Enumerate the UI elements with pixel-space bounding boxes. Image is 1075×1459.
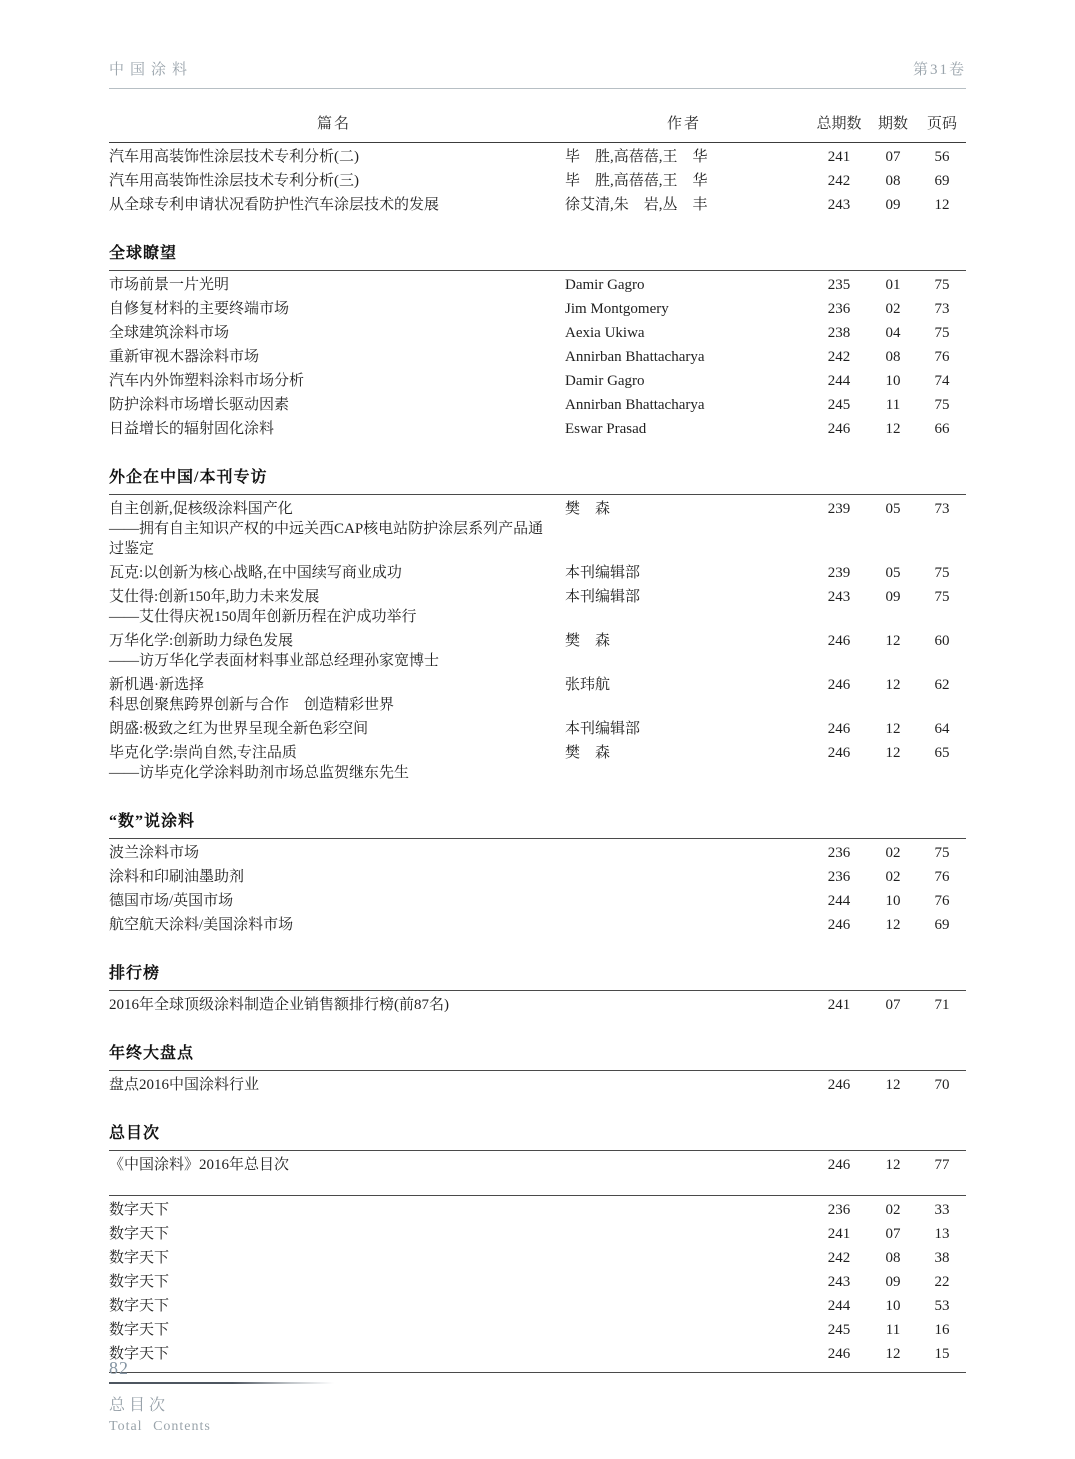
entry-page: 66 — [934, 421, 950, 437]
column-header-title: 篇名 — [316, 116, 351, 132]
entry-page: 76 — [934, 893, 950, 909]
entry-author: 毕 胜,高蓓蓓,王 华 — [565, 173, 708, 189]
entry-issue: 01 — [885, 277, 901, 293]
entry-total-issue: 243 — [827, 1274, 851, 1290]
entry-author: 徐艾清,朱 岩,丛 丰 — [565, 197, 708, 213]
entry-page: 60 — [934, 633, 950, 649]
entry-title — [109, 347, 559, 367]
entry-title-line: 德国市场/英国市场 — [109, 893, 234, 909]
entry-issue: 12 — [885, 1077, 901, 1093]
entry-total-issue: 245 — [827, 1322, 851, 1338]
entry-author: Damir Gagro — [565, 277, 645, 293]
entry-title-line: 从全球专利申请状况看防护性汽车涂层技术的发展 — [109, 197, 440, 213]
entry-page: 12 — [934, 197, 950, 213]
toc-entry-row — [109, 343, 966, 367]
entry-author: Eswar Prasad — [565, 421, 647, 437]
section-heading: 全球瞭望 — [109, 240, 966, 271]
toc-entry-row — [109, 1268, 966, 1292]
entry-title — [109, 995, 559, 1015]
toc-section — [109, 143, 966, 215]
entry-title-line: 艾仕得:创新150年,助力未来发展 — [109, 589, 320, 605]
entry-author: 樊 森 — [565, 501, 611, 517]
entry-page: 73 — [934, 301, 950, 317]
entry-title — [109, 563, 559, 583]
entry-author: 本刊编辑部 — [565, 589, 641, 605]
entry-total-issue: 246 — [827, 1346, 851, 1362]
entry-page: 33 — [934, 1202, 950, 1218]
toc-entry-row — [109, 991, 966, 1015]
entry-page: 76 — [934, 349, 950, 365]
entry-issue: 08 — [885, 349, 901, 365]
entry-title-line: 市场前景一片光明 — [109, 277, 230, 293]
entry-issue: 12 — [885, 1157, 901, 1173]
entry-author: 樊 森 — [565, 745, 611, 761]
entry-title — [109, 395, 559, 415]
entry-issue: 12 — [885, 421, 901, 437]
entry-issue: 11 — [885, 397, 901, 413]
entry-title — [109, 499, 559, 559]
entry-issue: 05 — [885, 501, 901, 517]
entry-title-line: ——访毕克化学涂料助剂市场总监贺继东先生 — [109, 765, 410, 781]
toc-entry-row — [109, 715, 966, 739]
entry-title-line: 自主创新,促核级涂料国产化 — [109, 501, 293, 517]
toc-section — [109, 1120, 966, 1175]
entry-title-line: 航空航天涂料/美国涂料市场 — [109, 917, 294, 933]
entry-title-line: 数字天下 — [109, 1346, 170, 1362]
entry-issue: 08 — [885, 173, 901, 189]
entry-title-line: 数字天下 — [109, 1298, 170, 1314]
section-heading: 年终大盘点 — [109, 1040, 966, 1071]
entry-issue: 10 — [885, 373, 901, 389]
entry-issue: 02 — [885, 845, 901, 861]
entry-page: 76 — [934, 869, 950, 885]
volume-label: 第31卷 — [912, 62, 966, 78]
entry-author: 樊 森 — [565, 633, 611, 649]
entry-title-line: ——访万华化学表面材料事业部总经理孙家宽博士 — [109, 653, 440, 669]
toc-entry-row — [109, 911, 966, 935]
entry-page: 13 — [934, 1226, 950, 1242]
toc-section — [109, 1195, 966, 1373]
entry-issue: 02 — [885, 1202, 901, 1218]
entry-total-issue: 246 — [827, 677, 851, 693]
entry-page: 53 — [934, 1298, 950, 1314]
toc-entry-row — [109, 1071, 966, 1095]
entry-page: 16 — [934, 1322, 950, 1338]
entry-title-line: ——拥有自主知识产权的中远关西CAP核电站防护涂层系列产品通 — [109, 521, 544, 537]
column-header-issue: 期数 — [877, 116, 908, 132]
entry-title — [109, 147, 559, 167]
entry-title — [109, 719, 559, 739]
entry-title — [109, 1272, 559, 1292]
toc-body — [109, 143, 966, 1373]
toc-section — [109, 960, 966, 1015]
entry-title — [109, 675, 559, 715]
entry-author: 本刊编辑部 — [565, 721, 641, 737]
entry-page: 75 — [934, 589, 950, 605]
entry-total-issue: 241 — [827, 149, 851, 165]
entry-total-issue: 244 — [827, 893, 851, 909]
entry-title-line: 汽车内外饰塑料涂料市场分析 — [109, 373, 305, 389]
entry-author: 张玮航 — [565, 677, 611, 693]
entry-page: 75 — [934, 565, 950, 581]
entry-total-issue: 246 — [827, 1077, 851, 1093]
entry-title-line: 数字天下 — [109, 1274, 170, 1290]
toc-entry-row — [109, 415, 966, 439]
entry-total-issue: 245 — [827, 397, 851, 413]
entry-title-line: 科思创聚焦跨界创新与合作 创造精彩世界 — [109, 697, 395, 713]
entry-page: 75 — [934, 845, 950, 861]
entry-page: 75 — [934, 397, 950, 413]
entry-title-line: 数字天下 — [109, 1322, 170, 1338]
toc-entry-row — [109, 627, 966, 671]
entry-total-issue: 236 — [827, 301, 851, 317]
section-heading: “数”说涂料 — [109, 808, 966, 839]
page-number: 82 — [109, 1358, 129, 1378]
entry-author: 毕 胜,高蓓蓓,王 华 — [565, 149, 708, 165]
entry-issue: 12 — [885, 633, 901, 649]
toc-entry-row — [109, 191, 966, 215]
entry-total-issue: 239 — [827, 501, 851, 517]
toc-entry-row — [109, 559, 966, 583]
entry-page: 64 — [934, 721, 950, 737]
entry-issue: 12 — [885, 721, 901, 737]
toc-section — [109, 1040, 966, 1095]
journal-title: 中国涂料 — [109, 62, 194, 78]
column-header-author: 作者 — [666, 116, 701, 132]
entry-issue: 12 — [885, 745, 901, 761]
entry-title-line: 重新审视木器涂料市场 — [109, 349, 260, 365]
entry-page: 65 — [934, 745, 950, 761]
entry-page: 22 — [934, 1274, 950, 1290]
entry-total-issue: 242 — [827, 1250, 851, 1266]
entry-issue: 12 — [885, 1346, 901, 1362]
toc-entry-row — [109, 1292, 966, 1316]
entry-title-line: 盘点2016中国涂料行业 — [109, 1077, 260, 1093]
entry-title — [109, 867, 559, 887]
entry-issue: 10 — [885, 1298, 901, 1314]
entry-page: 69 — [934, 173, 950, 189]
entry-title — [109, 371, 559, 391]
entry-title-line: 瓦克:以创新为核心战略,在中国续写商业成功 — [109, 565, 402, 581]
entry-title — [109, 195, 559, 215]
toc-entry-row — [109, 839, 966, 863]
toc-entry-row — [109, 495, 966, 559]
entry-total-issue: 242 — [827, 349, 851, 365]
entry-title-line: 全球建筑涂料市场 — [109, 325, 230, 341]
entry-total-issue: 243 — [827, 197, 851, 213]
entry-page: 56 — [934, 149, 950, 165]
entry-title-line: 2016年全球顶级涂料制造企业销售额排行榜(前87名) — [109, 997, 449, 1013]
entry-page: 73 — [934, 501, 950, 517]
toc-entry-row — [109, 391, 966, 415]
entry-author: Damir Gagro — [565, 373, 645, 389]
column-header-total-issue: 总期数 — [816, 116, 862, 132]
entry-author: Aexia Ukiwa — [565, 325, 645, 341]
entry-title-line: 过鉴定 — [109, 541, 155, 557]
toc-entry-row — [109, 271, 966, 295]
entry-total-issue: 236 — [827, 869, 851, 885]
entry-total-issue: 246 — [827, 421, 851, 437]
entry-total-issue: 238 — [827, 325, 851, 341]
entry-title-line: 毕克化学:崇尚自然,专注品质 — [109, 745, 297, 761]
toc-entry-row — [109, 739, 966, 783]
page-header — [109, 58, 966, 89]
entry-total-issue: 246 — [827, 917, 851, 933]
entry-issue: 05 — [885, 565, 901, 581]
toc-section — [109, 808, 966, 935]
toc-entry-row — [109, 1316, 966, 1340]
entry-total-issue: 241 — [827, 997, 851, 1013]
entry-author: 本刊编辑部 — [565, 565, 641, 581]
entry-title-line: 朗盛:极致之红为世界呈现全新色彩空间 — [109, 721, 369, 737]
entry-total-issue: 236 — [827, 1202, 851, 1218]
section-heading: 排行榜 — [109, 960, 966, 991]
entry-issue: 02 — [885, 869, 901, 885]
entry-title-line: 汽车用高装饰性涂层技术专利分析(三) — [109, 173, 359, 189]
entry-title-line: 万华化学:创新助力绿色发展 — [109, 633, 294, 649]
entry-title — [109, 1320, 559, 1340]
entry-total-issue: 244 — [827, 373, 851, 389]
entry-issue: 09 — [885, 197, 901, 213]
toc-section — [109, 240, 966, 439]
entry-title — [109, 419, 559, 439]
entry-total-issue: 246 — [827, 745, 851, 761]
entry-issue: 07 — [885, 997, 901, 1013]
entry-title — [109, 275, 559, 295]
entry-total-issue: 242 — [827, 173, 851, 189]
entry-title-line: 自修复材料的主要终端市场 — [109, 301, 290, 317]
entry-title-line: 汽车用高装饰性涂层技术专利分析(二) — [109, 149, 359, 165]
entry-total-issue: 241 — [827, 1226, 851, 1242]
footer-section-title-en: Total Contents — [109, 1419, 211, 1434]
entry-title — [109, 1296, 559, 1316]
entry-total-issue: 239 — [827, 565, 851, 581]
toc-entry-row — [109, 1220, 966, 1244]
entry-title — [109, 843, 559, 863]
entry-title-line: 防护涂料市场增长驱动因素 — [109, 397, 290, 413]
entry-title — [109, 1224, 559, 1244]
toc-entry-row — [109, 1196, 966, 1220]
entry-total-issue: 235 — [827, 277, 851, 293]
entry-page: 75 — [934, 325, 950, 341]
entry-title — [109, 1200, 559, 1220]
entry-title-line: 日益增长的辐射固化涂料 — [109, 421, 275, 437]
entry-total-issue: 246 — [827, 721, 851, 737]
entry-page: 77 — [934, 1157, 950, 1173]
toc-entry-row — [109, 671, 966, 715]
entry-title-line: 涂料和印刷油墨助剂 — [109, 869, 245, 885]
entry-issue: 12 — [885, 917, 901, 933]
toc-entry-row — [109, 583, 966, 627]
entry-page: 74 — [934, 373, 950, 389]
entry-title — [109, 1155, 559, 1175]
entry-page: 38 — [934, 1250, 950, 1266]
entry-title — [109, 587, 559, 627]
entry-title-line: 数字天下 — [109, 1202, 170, 1218]
entry-title — [109, 743, 559, 783]
entry-issue: 12 — [885, 677, 901, 693]
entry-title — [109, 1075, 559, 1095]
entry-issue: 09 — [885, 1274, 901, 1290]
entry-author: Annirban Bhattacharya — [565, 349, 705, 365]
entry-issue: 08 — [885, 1250, 901, 1266]
entry-total-issue: 244 — [827, 1298, 851, 1314]
entry-title — [109, 171, 559, 191]
entry-title-line: ——艾仕得庆祝150周年创新历程在沪成功举行 — [109, 609, 417, 625]
entry-title-line: 数字天下 — [109, 1250, 170, 1266]
entry-title-line: 波兰涂料市场 — [109, 845, 200, 861]
section-heading: 总目次 — [109, 1120, 966, 1151]
footer-section-title-cn: 总目次 — [109, 1397, 170, 1414]
entry-title — [109, 631, 559, 671]
toc-entry-row — [109, 319, 966, 343]
entry-issue: 04 — [885, 325, 901, 341]
entry-title — [109, 915, 559, 935]
entry-author: Jim Montgomery — [565, 301, 669, 317]
toc-entry-row — [109, 367, 966, 391]
toc-entry-row — [109, 1151, 966, 1175]
entry-issue: 11 — [885, 1322, 901, 1338]
entry-title-line: 数字天下 — [109, 1226, 170, 1242]
entry-page: 15 — [934, 1346, 950, 1362]
table-header-row — [109, 112, 966, 143]
footer-rule — [109, 1382, 334, 1384]
toc-entry-row — [109, 887, 966, 911]
section-heading: 外企在中国/本刊专访 — [109, 464, 966, 495]
entry-page: 70 — [934, 1077, 950, 1093]
entry-title — [109, 323, 559, 343]
entry-total-issue: 236 — [827, 845, 851, 861]
entry-issue: 07 — [885, 149, 901, 165]
entry-title — [109, 299, 559, 319]
entry-title-line: 《中国涂料》2016年总目次 — [109, 1157, 290, 1173]
entry-title-line: 新机遇·新选择 — [109, 677, 204, 693]
toc-entry-row — [109, 167, 966, 191]
entry-page: 62 — [934, 677, 950, 693]
entry-title — [109, 1248, 559, 1268]
entry-author: Annirban Bhattacharya — [565, 397, 705, 413]
entry-title — [109, 891, 559, 911]
entry-issue: 07 — [885, 1226, 901, 1242]
column-header-page: 页码 — [926, 116, 957, 132]
toc-section — [109, 464, 966, 783]
entry-page: 69 — [934, 917, 950, 933]
page-footer — [109, 1358, 334, 1435]
entry-total-issue: 243 — [827, 589, 851, 605]
entry-page: 71 — [934, 997, 950, 1013]
entry-page: 75 — [934, 277, 950, 293]
entry-issue: 09 — [885, 589, 901, 605]
entry-total-issue: 246 — [827, 1157, 851, 1173]
toc-entry-row — [109, 143, 966, 167]
toc-entry-row — [109, 295, 966, 319]
toc-entry-row — [109, 863, 966, 887]
entry-issue: 10 — [885, 893, 901, 909]
entry-issue: 02 — [885, 301, 901, 317]
toc-entry-row — [109, 1244, 966, 1268]
entry-total-issue: 246 — [827, 633, 851, 649]
